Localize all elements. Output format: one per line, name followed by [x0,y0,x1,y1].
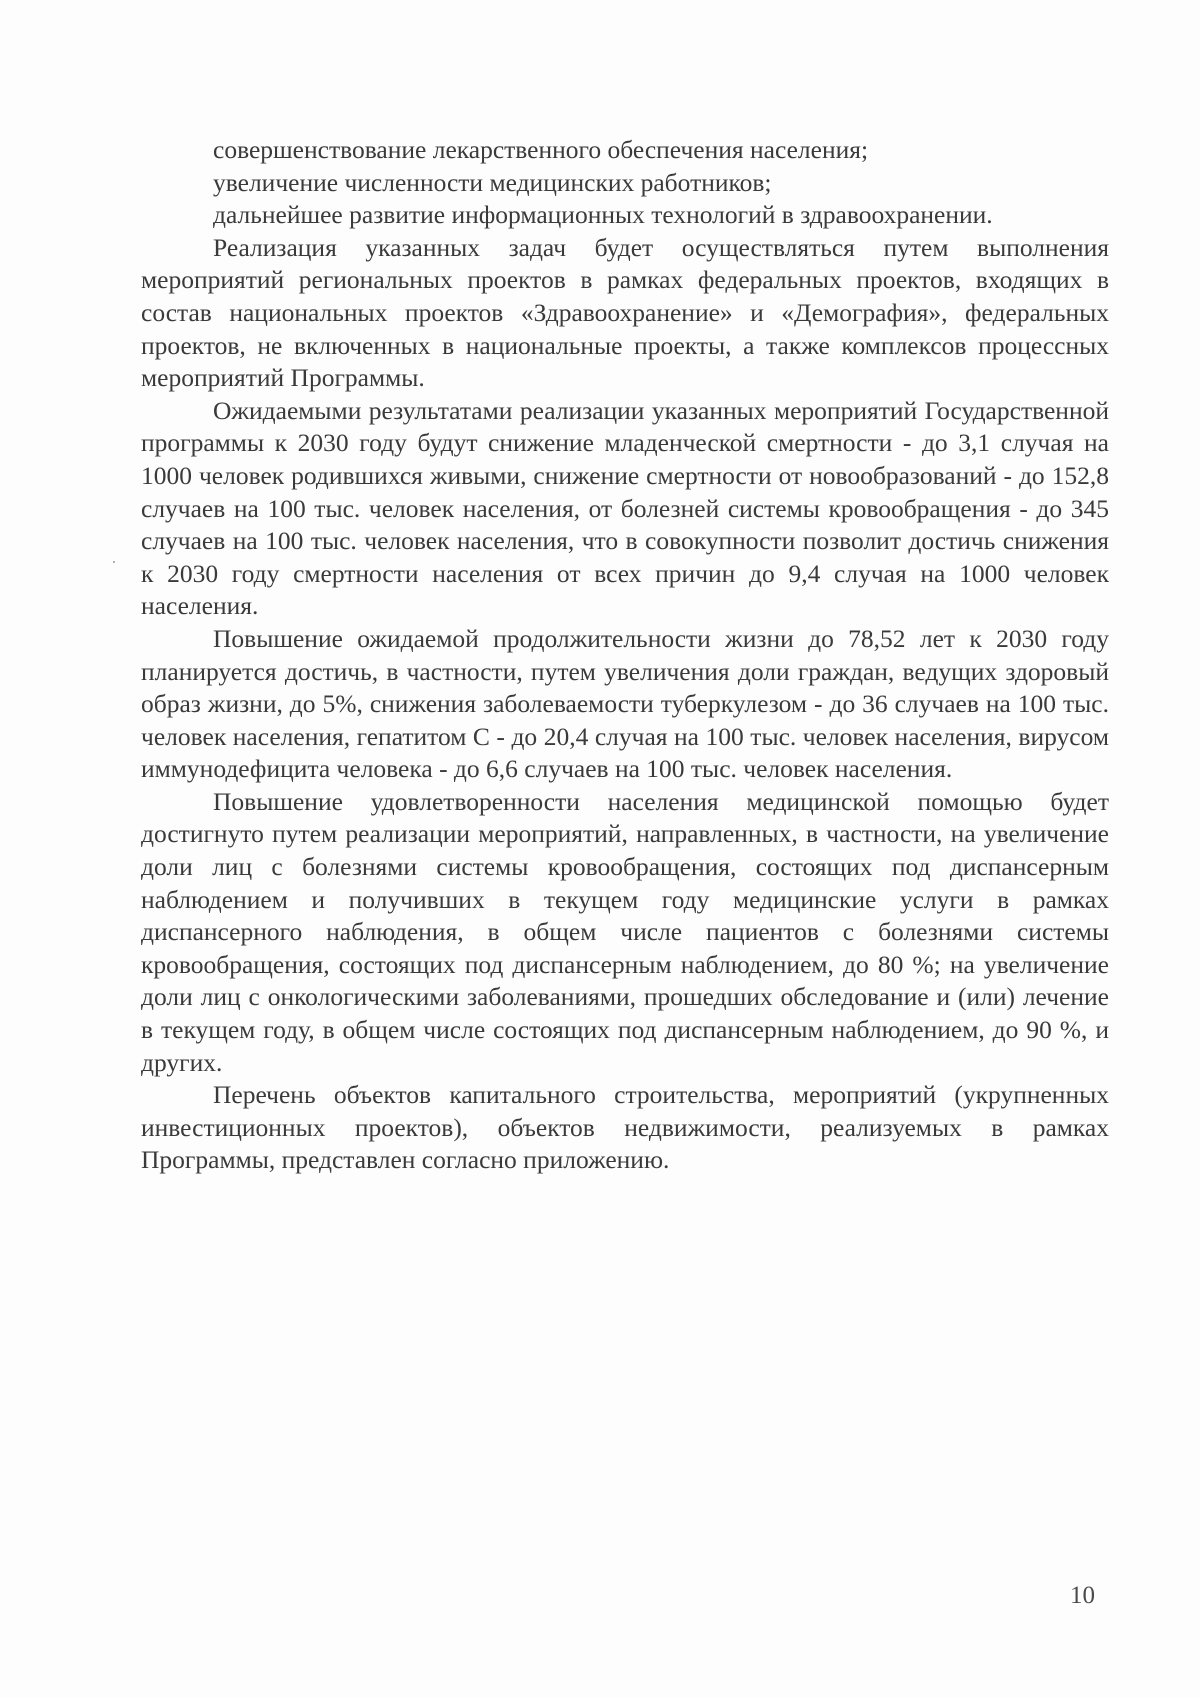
paragraph-medical-staff: увеличение численности медицинских работников; [213,167,772,197]
paragraph-task-implementation: Реализация указанных задач будет осуществляться путем выполнения мероприятий региональных проектов в рамках федеральных проектов, входящих в состав национальных проектов «Здравоохранение» и «Демография», федеральных проектов, не включенных в национальные проекты, а также комплексов процессных мероприятий Программы. [141,232,1109,393]
paragraph-life-expectancy: Повышение ожидаемой продолжительности жизни до 78,52 лет к 2030 году планируется достичь, в частности, путем увеличения доли граждан, ведущих здоровый образ жизни, до 5%, снижения заболеваемости туберкулезом - до 36 случаев на 100 тыс. человек населения, гепатитом С - до 20,4 случая на 100 тыс. человек населения, вирусом иммунодефицита человека - до 6,6 случаев на 100 тыс. человек населения. [141,623,1109,784]
paragraph-expected-results: Ожидаемыми результатами реализации указанных мероприятий Государственной программы к 2030 году будут снижение младенческой смертности - до 3,1 случая на 1000 человек родившихся живыми, снижение смертности от новообразований - до 152,8 случаев на 100 тыс. человек населения, от болезней системы кровообращения - до 345 случаев на 100 тыс. человек населения, что в совокупности позволит достичь снижения к 2030 году смертности населения от всех причин до 9,4 случая на 1000 человек населения. [141,395,1109,621]
body-text [141,134,1109,1177]
paragraph-patient-satisfaction: Повышение удовлетворенности населения медицинской помощью будет достигнуто путем реализации мероприятий, направленных, в частности, на увеличение доли лиц с болезнями системы кровообращения, состоящих под диспансерным наблюдением и получивших в текущем году медицинские услуги в рамках диспансерного наблюдения, в общем числе пациентов с болезнями системы кровообращения, состоящих под диспансерным наблюдением, до 80 %; на увеличение доли лиц с онкологическими заболеваниями, прошедших обследование и (или) лечение в текущем году, в общем числе состоящих под диспансерным наблюдением, до 90 %, и других. [141,786,1109,1077]
paragraph-it-development: дальнейшее развитие информационных технологий в здравоохранении. [213,200,993,230]
paragraph-drug-supply: совершенствование лекарственного обеспечения населения; [213,135,869,164]
page-number: 10 [1070,1582,1095,1609]
scan-artifact [113,561,115,563]
paragraph-capital-construction: Перечень объектов капитального строительства, мероприятий (укрупненных инвестиционных проектов), объектов недвижимости, реализуемых в рамках Программы, представлен согласно приложению. [141,1080,1109,1175]
